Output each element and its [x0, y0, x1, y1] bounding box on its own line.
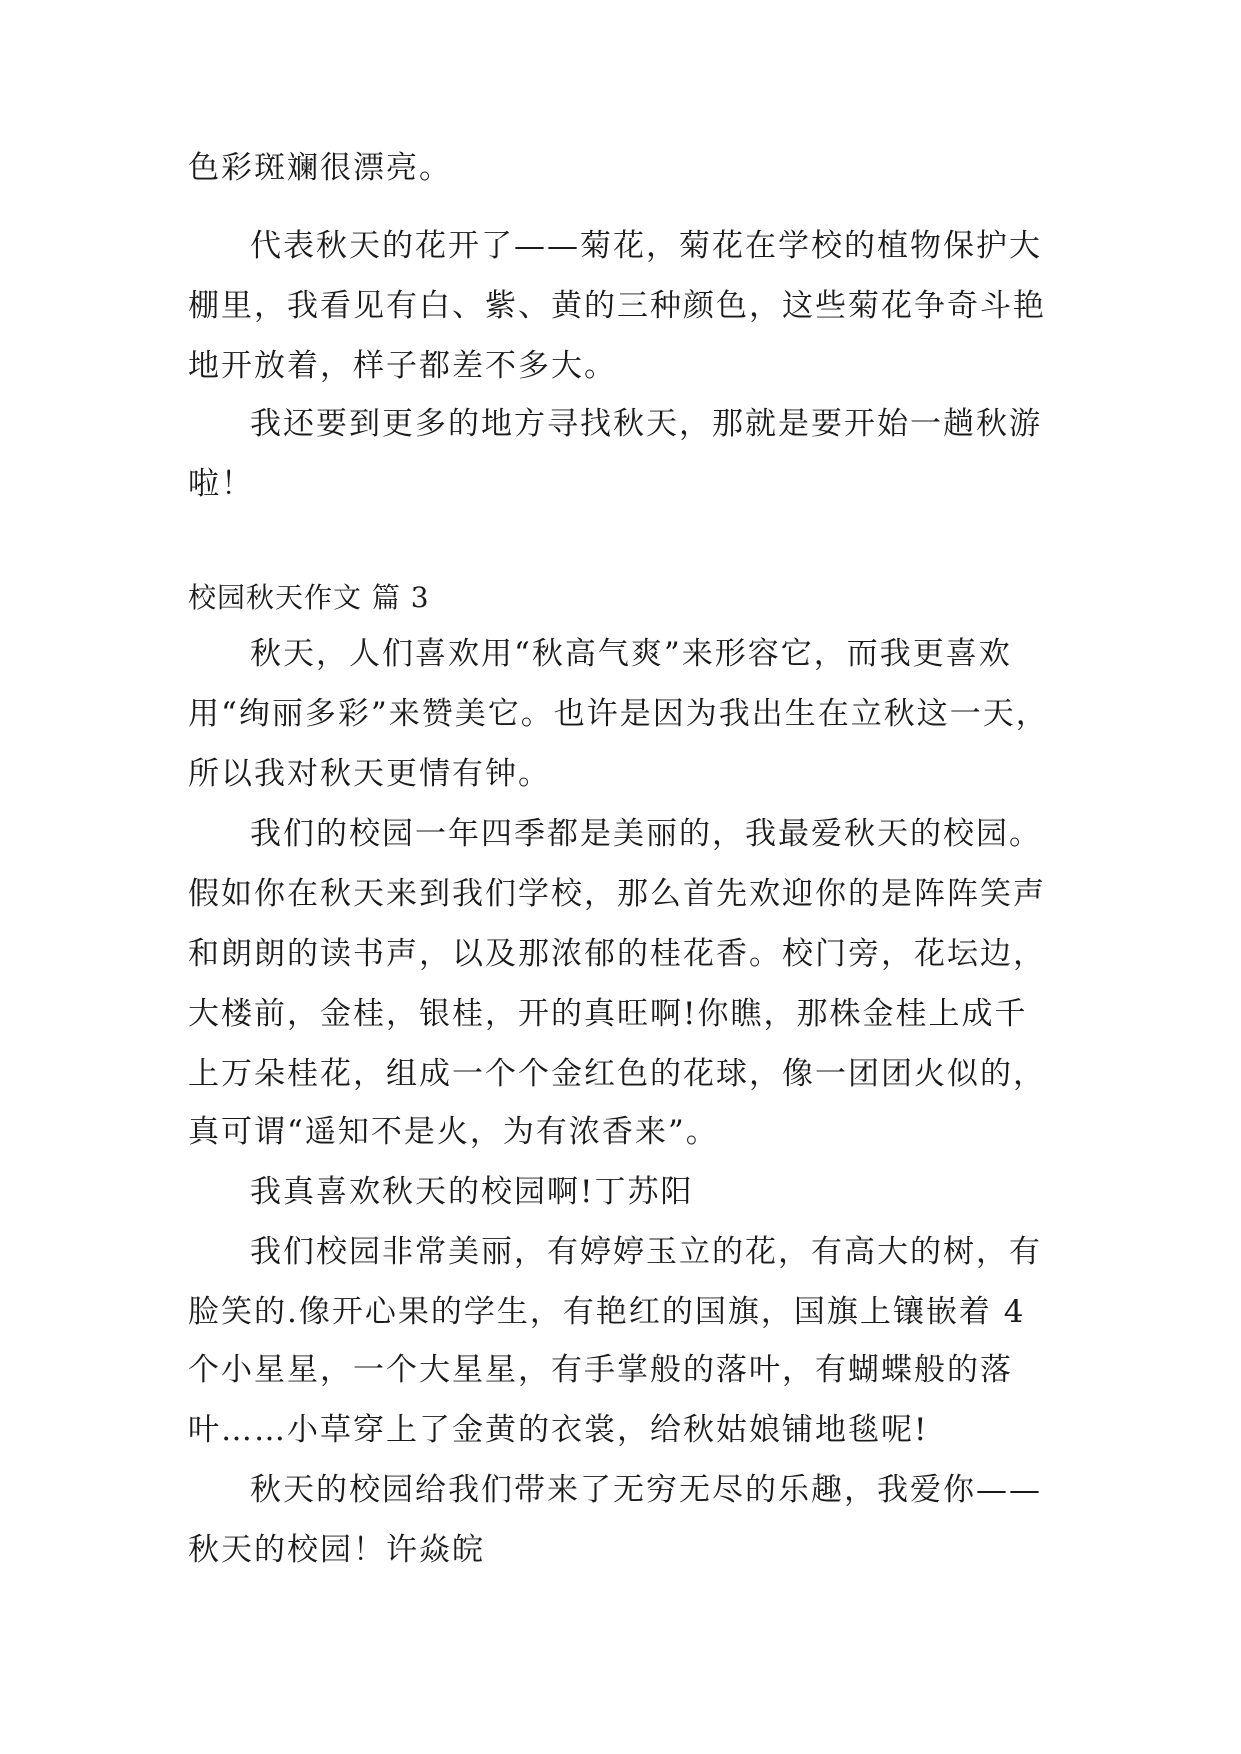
paragraph-start: 我们的校园一年四季都是美丽的，我最爱秋天的校园。 [250, 816, 1042, 852]
text-line: 啦！ [188, 466, 254, 502]
text-line: 假如你在秋天来到我们学校，那么首先欢迎你的是阵阵笑声 [188, 876, 1046, 912]
paragraph-start: 我们校园非常美丽，有婷婷玉立的花，有高大的树，有 [250, 1234, 1042, 1270]
paragraph-start: 秋天的校园给我们带来了无穷无尽的乐趣，我爱你—— [250, 1472, 1042, 1508]
paragraph-start: 我还要到更多的地方寻找秋天，那就是要开始一趟秋游 [250, 406, 1042, 442]
text-line: 用“绚丽多彩”来赞美它。也许是因为我出生在立秋这一天， [188, 696, 1049, 732]
text-line: 秋天的校园！许焱皖 [188, 1532, 485, 1568]
text-line: 地开放着，样子都差不多大。 [188, 348, 617, 384]
paragraph-start: 我真喜欢秋天的校园啊!丁苏阳 [250, 1174, 694, 1210]
section-title: 校园秋天作文 篇 3 [188, 581, 430, 614]
text-line: 个小星星，一个大星星，有手掌般的落叶，有蝴蝶般的落 [188, 1352, 1013, 1388]
text-line: 棚里，我看见有白、紫、黄的三种颜色，这些菊花争奇斗艳 [188, 288, 1046, 324]
text-line: 大楼前，金桂，银桂，开的真旺啊!你瞧，那株金桂上成千 [188, 996, 1028, 1032]
text-line: 所以我对秋天更情有钟。 [188, 756, 551, 792]
paragraph-start: 代表秋天的花开了——菊花，菊花在学校的植物保护大 [250, 228, 1042, 264]
text-line: 叶……小草穿上了金黄的衣裳，给秋姑娘铺地毯呢! [188, 1412, 929, 1448]
paragraph-start: 秋天，人们喜欢用“秋高气爽”来形容它，而我更喜欢 [250, 636, 1012, 672]
text-line: 色彩斑斓很漂亮。 [188, 150, 452, 186]
text-line: 脸笑的.像开心果的学生，有艳红的国旗，国旗上镶嵌着 4 [188, 1294, 1026, 1330]
text-line: 和朗朗的读书声，以及那浓郁的桂花香。校门旁，花坛边， [188, 936, 1046, 972]
text-line: 上万朵桂花，组成一个个金红色的花球，像一团团火似的， [188, 1056, 1046, 1092]
text-line: 真可谓“遥知不是火，为有浓香来”。 [188, 1114, 719, 1150]
